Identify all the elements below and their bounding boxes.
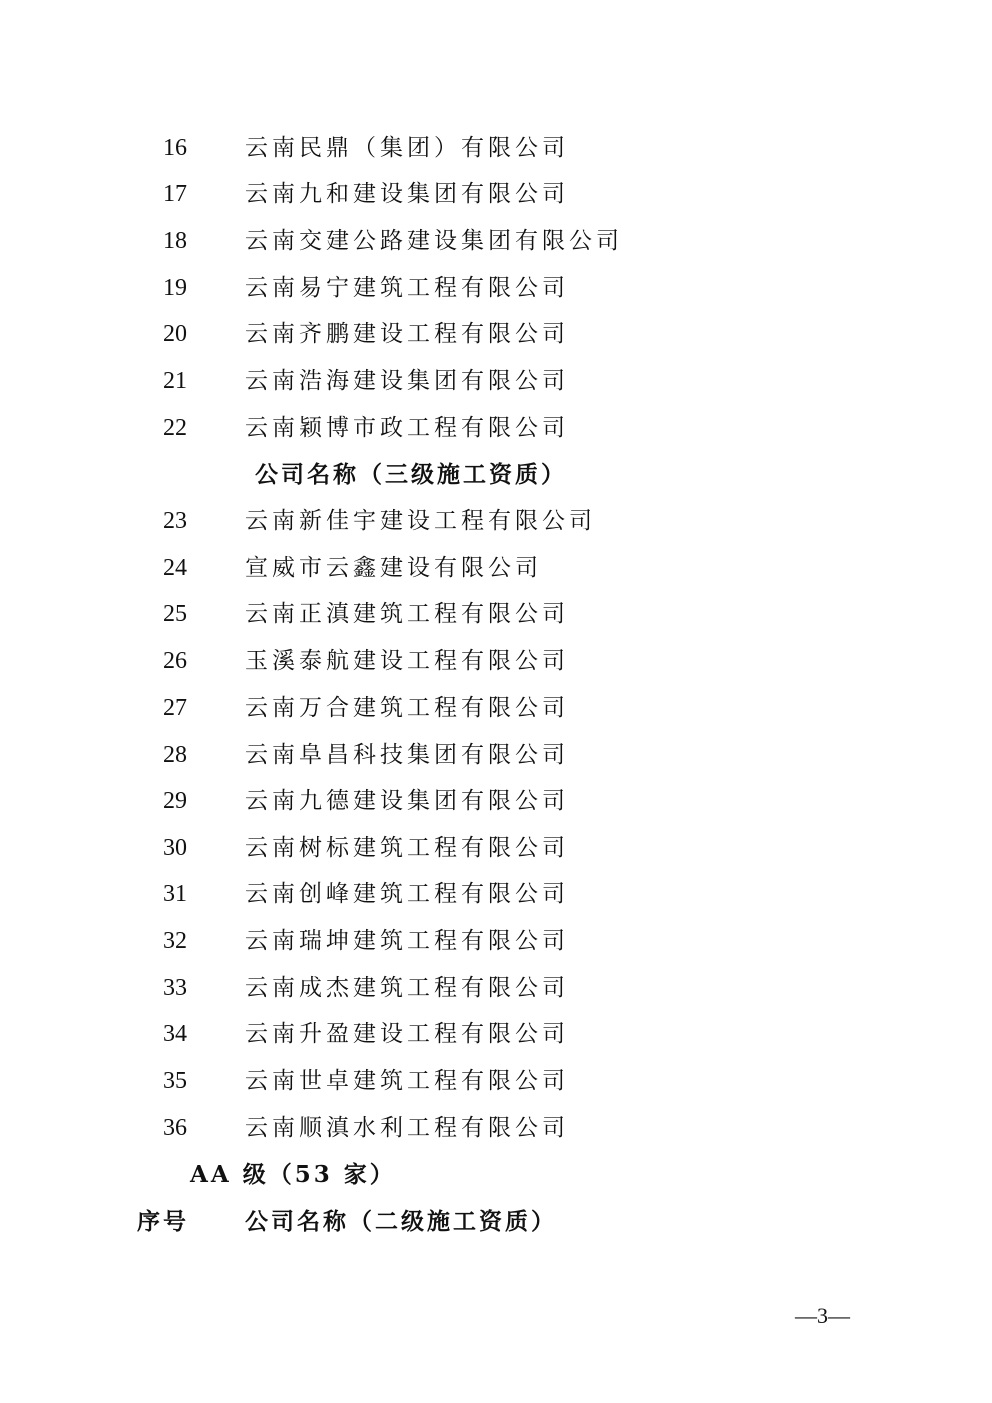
company-name: 云南易宁建筑工程有限公司	[245, 275, 569, 301]
list-item	[0, 506, 992, 546]
section-heading-third-grade: 公司名称（三级施工资质）	[255, 461, 567, 488]
company-name: 云南九和建设集团有限公司	[245, 181, 569, 207]
list-item	[0, 973, 992, 1013]
item-number: 27	[163, 695, 187, 721]
company-name: 云南颖博市政工程有限公司	[245, 415, 569, 441]
item-number: 24	[163, 555, 187, 581]
company-name: 云南世卓建筑工程有限公司	[245, 1068, 569, 1094]
item-number: 35	[163, 1068, 187, 1094]
company-name: 云南创峰建筑工程有限公司	[245, 881, 569, 907]
list-item	[0, 319, 992, 359]
company-name: 云南成杰建筑工程有限公司	[245, 975, 569, 1001]
company-name: 云南浩海建设集团有限公司	[245, 368, 569, 394]
page-number: —3—	[795, 1303, 850, 1328]
list-item	[0, 786, 992, 826]
item-number: 23	[163, 508, 187, 534]
list-item	[0, 1066, 992, 1106]
company-name: 云南升盈建设工程有限公司	[245, 1021, 569, 1047]
item-number: 30	[163, 835, 187, 861]
company-name: 云南正滇建筑工程有限公司	[245, 601, 569, 627]
item-number: 17	[163, 181, 187, 207]
company-name: 云南齐鹏建设工程有限公司	[245, 321, 569, 347]
list-item	[0, 413, 992, 453]
item-number: 19	[163, 275, 187, 301]
company-name: 云南九德建设集团有限公司	[245, 788, 569, 814]
list-item	[0, 646, 992, 686]
list-item	[0, 553, 992, 593]
list-item	[0, 833, 992, 873]
item-number: 16	[163, 135, 187, 161]
company-name: 云南新佳宇建设工程有限公司	[245, 508, 596, 534]
company-name: 云南瑞坤建筑工程有限公司	[245, 928, 569, 954]
list-item	[0, 366, 992, 406]
list-item	[0, 879, 992, 919]
company-name: 云南树标建筑工程有限公司	[245, 835, 569, 861]
item-number: 29	[163, 788, 187, 814]
company-name: 云南民鼎（集团）有限公司	[245, 135, 569, 161]
list-item	[0, 926, 992, 966]
list-item	[0, 740, 992, 780]
list-item	[0, 133, 992, 173]
item-number: 33	[163, 975, 187, 1001]
item-number: 28	[163, 742, 187, 768]
item-number: 20	[163, 321, 187, 347]
aa-grade-heading: AA 级（53 家）	[190, 1161, 396, 1188]
list-item	[0, 273, 992, 313]
company-name: 宣威市云鑫建设有限公司	[245, 555, 542, 581]
item-number: 26	[163, 648, 187, 674]
item-number: 36	[163, 1115, 187, 1141]
item-number: 34	[163, 1021, 187, 1047]
item-number: 25	[163, 601, 187, 627]
item-number: 18	[163, 228, 187, 254]
item-number: 22	[163, 415, 187, 441]
list-item	[0, 179, 992, 219]
company-name: 云南顺滇水利工程有限公司	[245, 1115, 569, 1141]
list-item	[0, 1113, 992, 1153]
company-name: 云南交建公路建设集团有限公司	[245, 228, 623, 254]
list-item	[0, 226, 992, 266]
column-header-company-name: 公司名称（二级施工资质）	[245, 1208, 557, 1235]
item-number: 21	[163, 368, 187, 394]
item-number: 31	[163, 881, 187, 907]
item-number: 32	[163, 928, 187, 954]
company-name: 玉溪泰航建设工程有限公司	[245, 648, 569, 674]
column-header-number: 序号	[137, 1208, 189, 1235]
company-name: 云南阜昌科技集团有限公司	[245, 742, 569, 768]
company-name: 云南万合建筑工程有限公司	[245, 695, 569, 721]
list-item	[0, 1019, 992, 1059]
list-item	[0, 693, 992, 733]
list-item	[0, 599, 992, 639]
